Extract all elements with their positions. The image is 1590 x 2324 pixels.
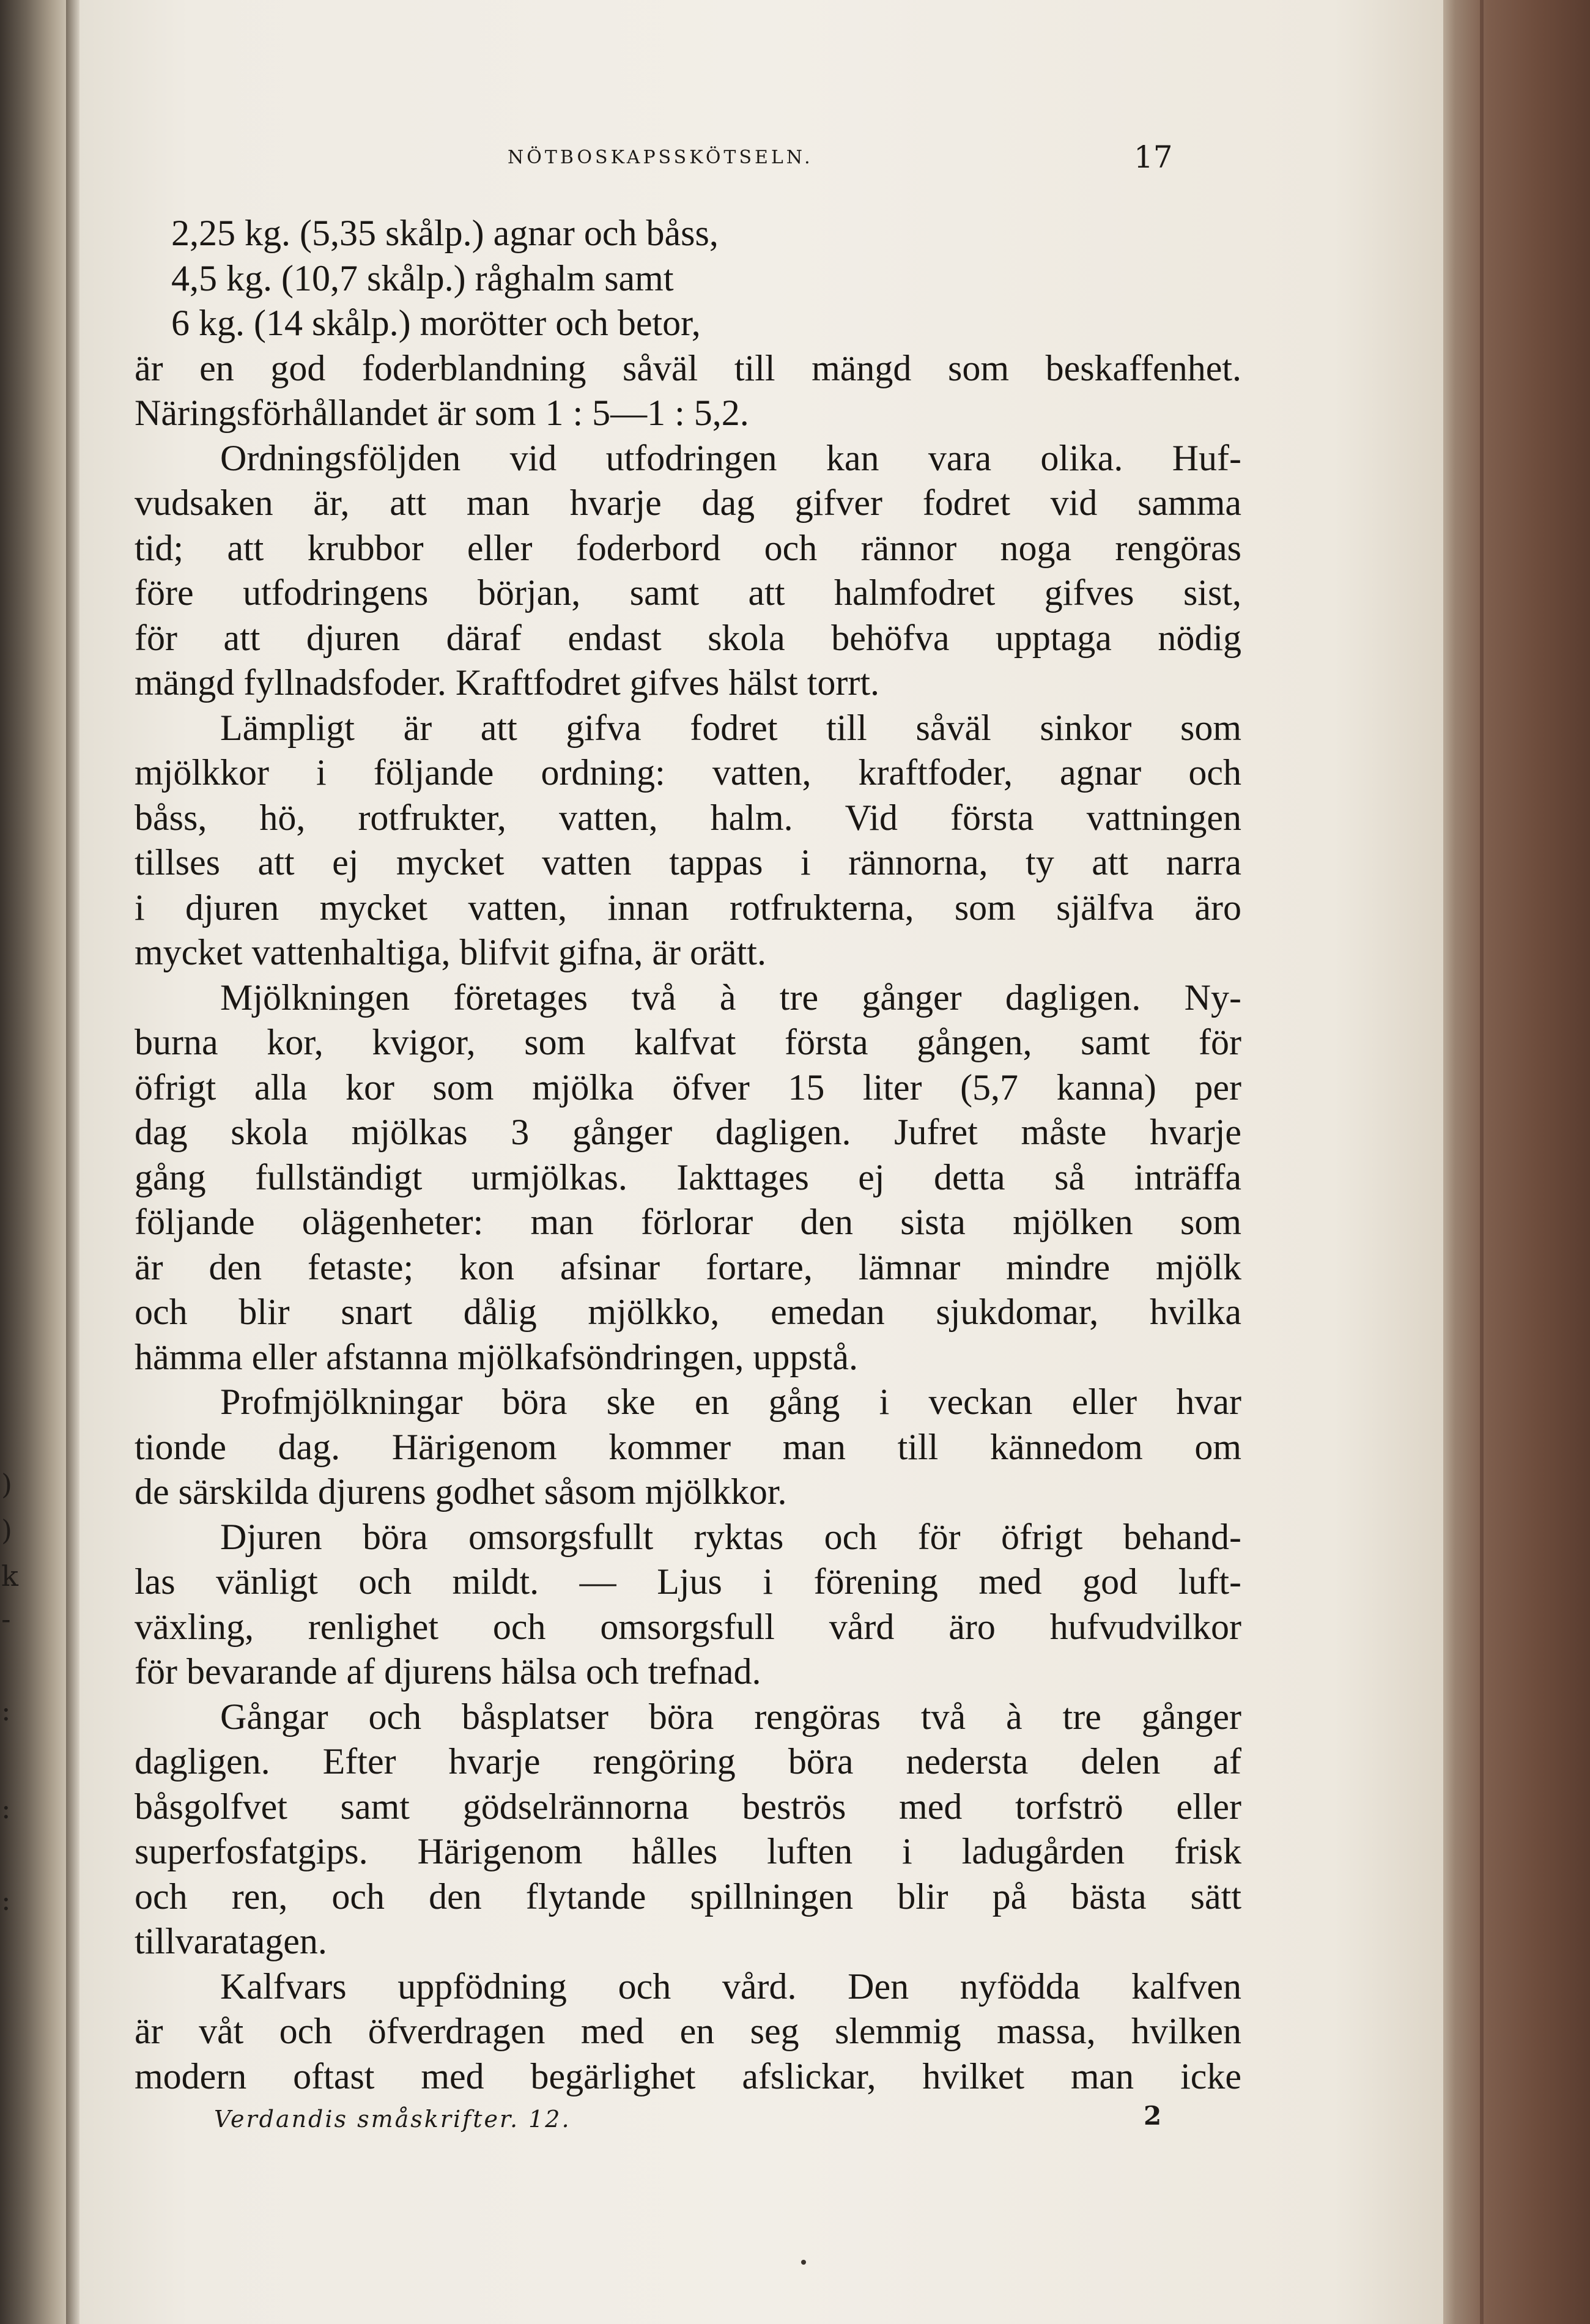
text-line: båss, hö, rotfrukter, vatten, halm. Vid första vattningen xyxy=(135,797,1241,838)
book-gutter xyxy=(66,0,80,2324)
page-header xyxy=(135,139,1235,182)
text-line: tionde dag. Härigenom kommer man till kännedom om xyxy=(135,1426,1241,1467)
text-line: tid; att krubbor eller foderbord och rännor noga rengöras xyxy=(135,527,1241,568)
text-line: för bevarande af djurens hälsa och trefnad. xyxy=(135,1651,761,1692)
text-line: tillses att ej mycket vatten tappas i rännorna, ty att narra xyxy=(135,842,1241,883)
text-line: mycket vattenhaltiga, blifvit gifna, är orätt. xyxy=(135,932,766,972)
margin-mark: k xyxy=(1,1560,18,1593)
text-line: mjölkkor i följande ordning: vatten, kraftfoder, agnar och xyxy=(135,752,1241,793)
text-line: hämma eller afstanna mjölkafsöndringen, uppstå. xyxy=(135,1336,858,1377)
text-line: följande olägenheter: man förlorar den sista mjölken som xyxy=(135,1202,1241,1242)
text-line: 6 kg. (14 skålp.) morötter och betor, xyxy=(171,303,701,343)
text-line: är våt och öfverdragen med en seg slemmig massa, hvilken xyxy=(135,2011,1241,2051)
text-line: tillvaratagen. xyxy=(135,1921,327,1961)
book-cover-edge xyxy=(1443,0,1590,2324)
text-line: före utfodringens början, samt att halmfodret gifves sist, xyxy=(135,572,1241,613)
text-line: mängd fyllnadsfoder. Kraftfodret gifves hälst torrt. xyxy=(135,662,879,703)
series-title: Verdandis småskrifter. 12. xyxy=(214,2106,571,2133)
margin-mark: : xyxy=(1,1792,11,1825)
cover-stripe xyxy=(1480,0,1484,2324)
page-footer xyxy=(214,2101,1254,2144)
text-line: dagligen. Efter hvarje rengöring böra nedersta delen af xyxy=(135,1741,1241,1782)
text-line: och ren, och den flytande spillningen blir på bästa sätt xyxy=(135,1876,1241,1917)
text-line: för att djuren däraf endast skola behöfva upptaga nödig xyxy=(135,617,1241,658)
text-line: Gångar och båsplatser böra rengöras två à tre gånger xyxy=(220,1696,1241,1737)
text-line: Ordningsföljden vid utfodringen kan vara olika. Huf- xyxy=(220,437,1241,478)
text-line: växling, renlighet och omsorgsfull vård äro hufvudvilkor xyxy=(135,1606,1241,1647)
text-line: i djuren mycket vatten, innan rotfrukterna, som själfva äro xyxy=(135,887,1241,928)
text-line: Näringsförhållandet är som 1 : 5—1 : 5,2. xyxy=(135,393,749,433)
text-line: las vänligt och mildt. — Ljus i förening med god luft- xyxy=(135,1561,1241,1602)
text-line: Mjölkningen företages två à tre gånger dagligen. Ny- xyxy=(220,977,1241,1018)
text-line: Lämpligt är att gifva fodret till såväl sinkor som xyxy=(220,707,1241,748)
margin-mark: ) xyxy=(1,1468,12,1501)
text-line: Kalfvars uppfödning och vård. Den nyfödda kalfven xyxy=(220,1966,1241,2007)
text-line: modern oftast med begärlighet afslickar, hvilket man icke xyxy=(135,2056,1241,2096)
paper-speck xyxy=(801,2260,806,2265)
text-line: de särskilda djurens godhet såsom mjölkkor. xyxy=(135,1471,787,1512)
text-line: 4,5 kg. (10,7 skålp.) råghalm samt xyxy=(171,257,674,298)
text-line: 2,25 kg. (5,35 skålp.) agnar och båss, xyxy=(171,213,719,253)
margin-mark: : xyxy=(1,1884,11,1917)
text-line: vudsaken är, att man hvarje dag gifver fodret vid samma xyxy=(135,483,1241,523)
signature-mark: 2 xyxy=(1144,2101,1162,2131)
text-line: dag skola mjölkas 3 gånger dagligen. Jufret måste hvarje xyxy=(135,1112,1241,1152)
text-line: är den fetaste; kon afsinar fortare, lämnar mindre mjölk xyxy=(135,1246,1241,1287)
text-line: gång fullständigt urmjölkas. Iakttages ej detta så inträffa xyxy=(135,1156,1241,1197)
text-line: Djuren böra omsorgsfullt ryktas och för öfrigt behand- xyxy=(220,1516,1241,1557)
margin-mark: - xyxy=(1,1602,11,1635)
text-line: båsgolfvet samt gödselrännorna beströs med torfströ eller xyxy=(135,1786,1241,1827)
margin-mark: ) xyxy=(1,1514,12,1547)
text-line: och blir snart dålig mjölkko, emedan sjukdomar, hvilka xyxy=(135,1292,1241,1332)
text-line: är en god foderblandning såväl till mängd som beskaffenhet. xyxy=(135,347,1241,388)
body-text xyxy=(135,211,1241,2099)
text-line: Profmjölkningar böra ske en gång i veckan eller hvar xyxy=(220,1382,1241,1422)
text-line: burna kor, kvigor, som kalfvat första gången, samt för xyxy=(135,1022,1241,1062)
page-number: 17 xyxy=(1134,139,1173,175)
left-page-margin-marks xyxy=(0,0,24,2324)
running-title: NÖTBOSKAPSSKÖTSELN. xyxy=(508,147,813,168)
margin-mark: : xyxy=(1,1694,11,1727)
text-line: öfrigt alla kor som mjölka öfver 15 liter (5,7 kanna) per xyxy=(135,1067,1241,1108)
text-line: superfosfatgips. Härigenom hålles luften i ladugården frisk xyxy=(135,1831,1241,1871)
